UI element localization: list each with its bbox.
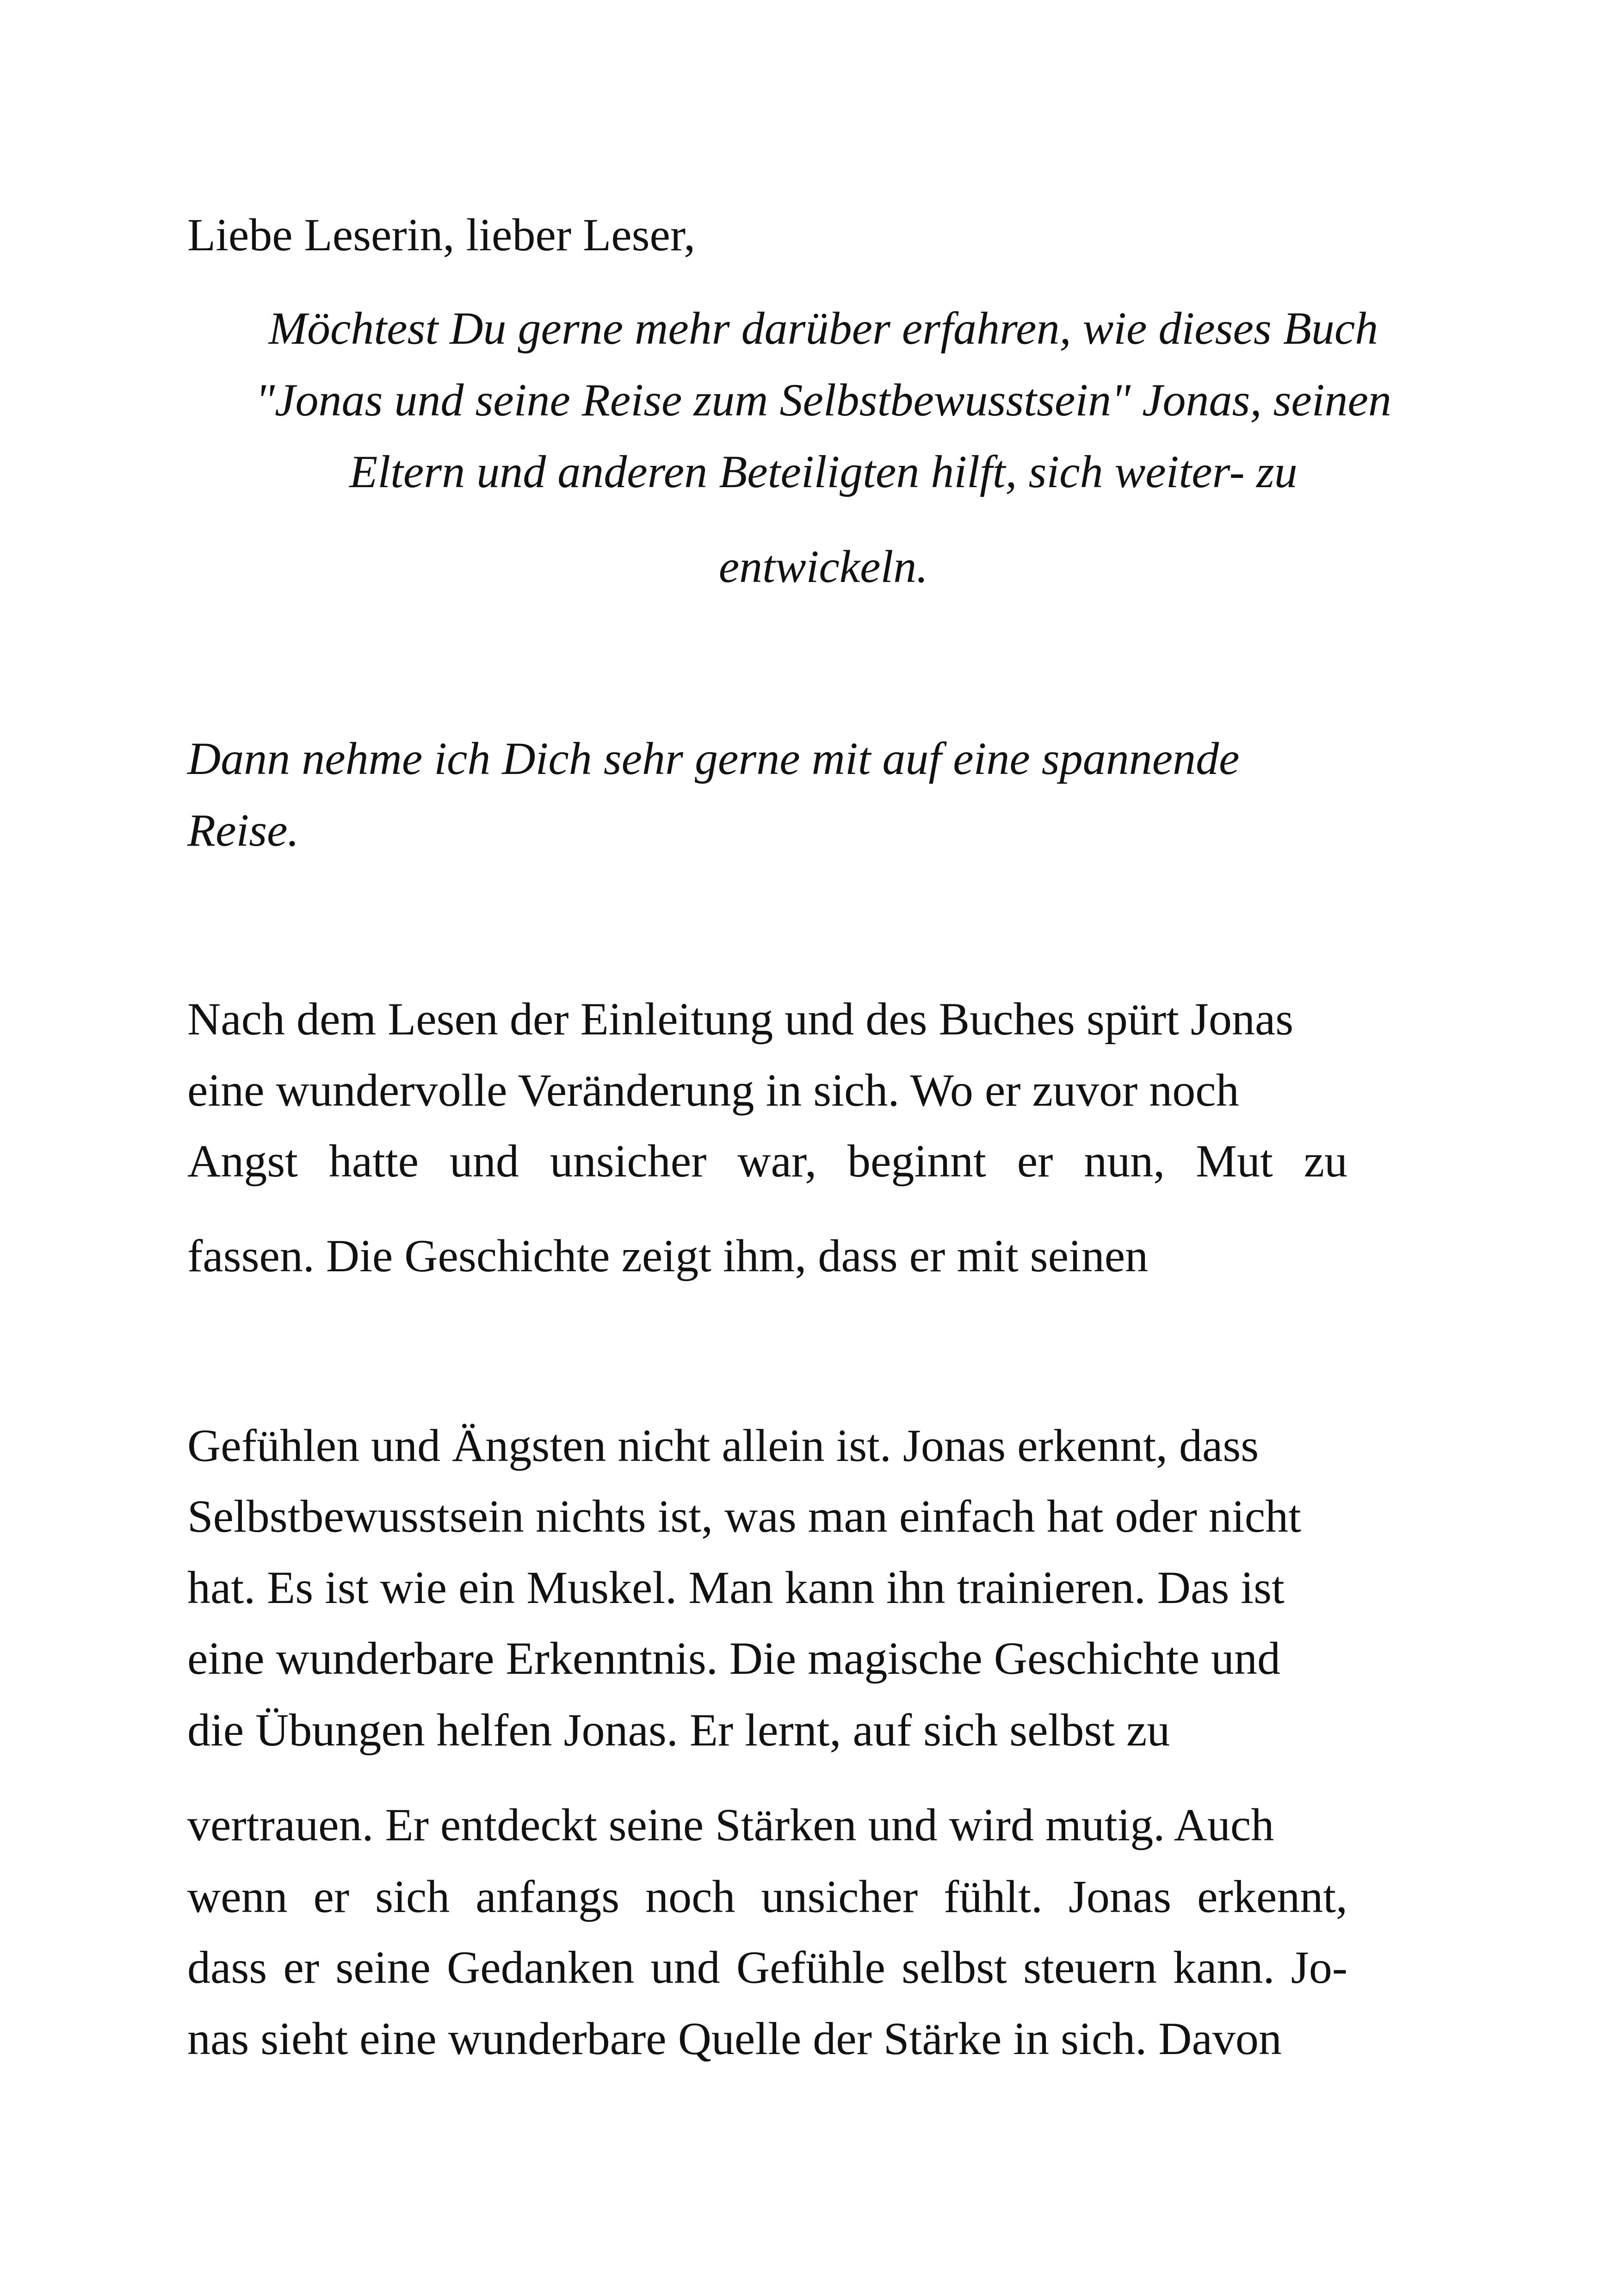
invitation-line-2: Reise.	[187, 805, 299, 856]
paragraph1-line-1: Nach dem Lesen der Einleitung und des Buches spürt Jonas	[187, 993, 1294, 1045]
salutation: Liebe Leserin, lieber Leser,	[187, 209, 696, 260]
paragraph2-line-2: Selbstbewusstsein nichts ist, was man einfach hat oder nicht	[187, 1491, 1301, 1542]
paragraph1-line-4: fassen. Die Geschichte zeigt ihm, dass er mit seinen	[187, 1230, 1149, 1281]
intro-line-4: entwickeln.	[718, 541, 928, 592]
paragraph1-line-3: Angst hatte und unsicher war, beginnt er nun, Mut zu	[187, 1135, 1347, 1187]
paragraph3-line-4: nas sieht eine wunderbare Quelle der Stärke in sich. Davon	[187, 2013, 1282, 2064]
intro-line-1: Möchtest Du gerne mehr darüber erfahren, wie dieses Buch	[268, 303, 1378, 354]
paragraph2-line-3: hat. Es ist wie ein Muskel. Man kann ihn trainieren. Das ist	[187, 1562, 1285, 1613]
paragraph3-line-3: dass er seine Gedanken und Gefühle selbst steuern kann. Jo-	[187, 1942, 1347, 1993]
paragraph2-line-5: die Übungen helfen Jonas. Er lernt, auf sich selbst zu	[187, 1704, 1170, 1756]
paragraph1-line-2: eine wundervolle Veränderung in sich. Wo er zuvor noch	[187, 1064, 1239, 1116]
paragraph2-line-1: Gefühlen und Ängsten nicht allein ist. Jonas erkennt, dass	[187, 1420, 1259, 1471]
intro-line-3: Eltern und anderen Beteiligten hilft, sich weiter- zu	[349, 446, 1298, 497]
invitation-line-1: Dann nehme ich Dich sehr gerne mit auf eine spannende	[187, 733, 1240, 784]
paragraph3-line-1: vertrauen. Er entdeckt seine Stärken und wird mutig. Auch	[187, 1799, 1274, 1850]
paragraph2-line-4: eine wunderbare Erkenntnis. Die magische Geschichte und	[187, 1633, 1281, 1684]
paragraph3-line-2: wenn er sich anfangs noch unsicher fühlt. Jonas erkennt,	[187, 1871, 1347, 1922]
intro-line-2: "Jonas und seine Reise zum Selbstbewusstsein" Jonas, seinen	[255, 374, 1391, 426]
